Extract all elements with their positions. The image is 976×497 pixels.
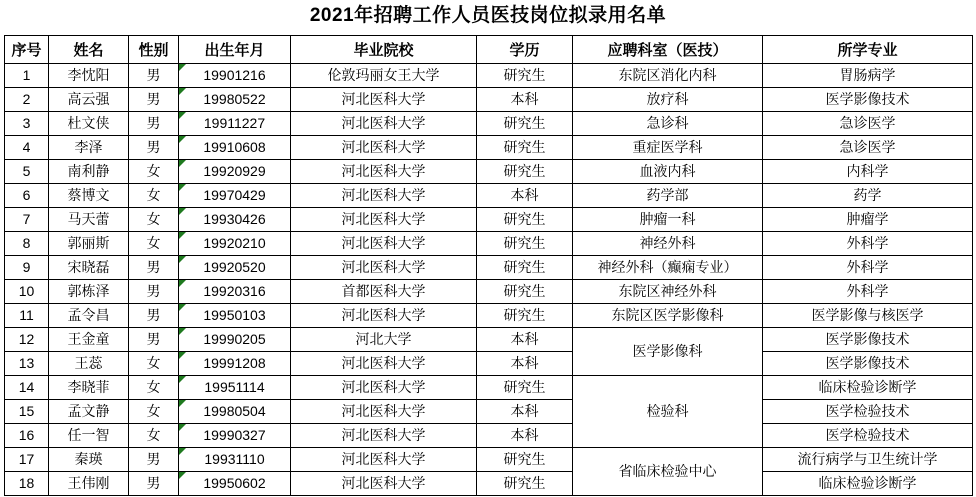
table-row bbox=[5, 159, 973, 183]
cell-name: 蔡博文 bbox=[49, 183, 129, 207]
cell-birth: 19980522 bbox=[179, 87, 291, 111]
column-header-department: 应聘科室（医技） bbox=[573, 35, 763, 63]
cell-index: 2 bbox=[5, 87, 49, 111]
cell-department: 神经外科（癫痫专业） bbox=[573, 255, 763, 279]
cell-major: 急诊医学 bbox=[763, 135, 973, 159]
page-title: 2021年招聘工作人员医技岗位拟录用名单 bbox=[309, 5, 667, 26]
cell-school: 河北医科大学 bbox=[291, 471, 477, 495]
cell-education: 研究生 bbox=[477, 231, 573, 255]
cell-major: 医学检验技术 bbox=[763, 399, 973, 423]
cell-name: 孟令昌 bbox=[49, 303, 129, 327]
column-header-major: 所学专业 bbox=[763, 35, 973, 63]
cell-department: 省临床检验中心 bbox=[573, 447, 763, 495]
cell-education: 本科 bbox=[477, 183, 573, 207]
cell-department: 东院区消化内科 bbox=[573, 63, 763, 87]
cell-name: 郭丽斯 bbox=[49, 231, 129, 255]
cell-major: 临床检验诊断学 bbox=[763, 471, 973, 495]
cell-education: 研究生 bbox=[477, 303, 573, 327]
cell-education: 研究生 bbox=[477, 279, 573, 303]
cell-sex: 男 bbox=[129, 447, 179, 471]
cell-index: 10 bbox=[5, 279, 49, 303]
table-row bbox=[5, 279, 973, 303]
column-header-education: 学历 bbox=[477, 35, 573, 63]
cell-school: 河北医科大学 bbox=[291, 159, 477, 183]
table-row bbox=[5, 447, 973, 471]
cell-major: 外科学 bbox=[763, 231, 973, 255]
column-header-birth: 出生年月 bbox=[179, 35, 291, 63]
cell-education: 本科 bbox=[477, 327, 573, 351]
cell-name: 李泽 bbox=[49, 135, 129, 159]
cell-sex: 男 bbox=[129, 63, 179, 87]
cell-education: 研究生 bbox=[477, 255, 573, 279]
cell-education: 研究生 bbox=[477, 63, 573, 87]
cell-sex: 男 bbox=[129, 327, 179, 351]
cell-index: 16 bbox=[5, 423, 49, 447]
cell-birth: 19991208 bbox=[179, 351, 291, 375]
cell-birth: 19920210 bbox=[179, 231, 291, 255]
cell-index: 5 bbox=[5, 159, 49, 183]
table-row bbox=[5, 207, 973, 231]
column-header-sex: 性别 bbox=[129, 35, 179, 63]
cell-school: 首都医科大学 bbox=[291, 279, 477, 303]
cell-index: 4 bbox=[5, 135, 49, 159]
cell-department: 药学部 bbox=[573, 183, 763, 207]
cell-education: 本科 bbox=[477, 423, 573, 447]
cell-sex: 男 bbox=[129, 255, 179, 279]
cell-birth: 19950602 bbox=[179, 471, 291, 495]
table-row bbox=[5, 111, 973, 135]
cell-name: 李晓菲 bbox=[49, 375, 129, 399]
cell-education: 研究生 bbox=[477, 447, 573, 471]
cell-birth: 19930426 bbox=[179, 207, 291, 231]
cell-index: 9 bbox=[5, 255, 49, 279]
cell-sex: 女 bbox=[129, 159, 179, 183]
cell-department: 神经外科 bbox=[573, 231, 763, 255]
cell-school: 河北医科大学 bbox=[291, 135, 477, 159]
cell-sex: 女 bbox=[129, 183, 179, 207]
cell-school: 河北医科大学 bbox=[291, 351, 477, 375]
cell-birth: 19901216 bbox=[179, 63, 291, 87]
cell-education: 研究生 bbox=[477, 111, 573, 135]
table-row bbox=[5, 471, 973, 495]
table-row bbox=[5, 303, 973, 327]
cell-name: 王伟刚 bbox=[49, 471, 129, 495]
cell-school: 河北医科大学 bbox=[291, 423, 477, 447]
cell-name: 宋晓磊 bbox=[49, 255, 129, 279]
cell-school: 河北医科大学 bbox=[291, 447, 477, 471]
cell-sex: 女 bbox=[129, 399, 179, 423]
cell-index: 7 bbox=[5, 207, 49, 231]
cell-school: 河北医科大学 bbox=[291, 375, 477, 399]
cell-sex: 女 bbox=[129, 231, 179, 255]
cell-education: 研究生 bbox=[477, 207, 573, 231]
cell-department: 东院区医学影像科 bbox=[573, 303, 763, 327]
cell-index: 15 bbox=[5, 399, 49, 423]
cell-education: 本科 bbox=[477, 87, 573, 111]
cell-major: 胃肠病学 bbox=[763, 63, 973, 87]
cell-major: 医学检验技术 bbox=[763, 423, 973, 447]
cell-birth: 19980504 bbox=[179, 399, 291, 423]
cell-birth: 19920520 bbox=[179, 255, 291, 279]
cell-birth: 19931110 bbox=[179, 447, 291, 471]
cell-birth: 19950103 bbox=[179, 303, 291, 327]
cell-name: 任一智 bbox=[49, 423, 129, 447]
cell-school: 河北医科大学 bbox=[291, 231, 477, 255]
cell-index: 11 bbox=[5, 303, 49, 327]
cell-school: 伦敦玛丽女王大学 bbox=[291, 63, 477, 87]
cell-index: 14 bbox=[5, 375, 49, 399]
cell-education: 本科 bbox=[477, 399, 573, 423]
cell-sex: 女 bbox=[129, 423, 179, 447]
column-header-name: 姓名 bbox=[49, 35, 129, 63]
cell-index: 6 bbox=[5, 183, 49, 207]
cell-major: 内科学 bbox=[763, 159, 973, 183]
table-row bbox=[5, 87, 973, 111]
cell-name: 南利静 bbox=[49, 159, 129, 183]
cell-major: 医学影像技术 bbox=[763, 351, 973, 375]
cell-major: 急诊医学 bbox=[763, 111, 973, 135]
cell-birth: 19910608 bbox=[179, 135, 291, 159]
cell-name: 郭栋泽 bbox=[49, 279, 129, 303]
cell-department: 血液内科 bbox=[573, 159, 763, 183]
cell-major: 医学影像与核医学 bbox=[763, 303, 973, 327]
cell-sex: 男 bbox=[129, 111, 179, 135]
cell-major: 医学影像技术 bbox=[763, 327, 973, 351]
cell-sex: 男 bbox=[129, 279, 179, 303]
cell-sex: 女 bbox=[129, 207, 179, 231]
cell-birth: 19920316 bbox=[179, 279, 291, 303]
cell-department: 放疗科 bbox=[573, 87, 763, 111]
cell-major: 肿瘤学 bbox=[763, 207, 973, 231]
cell-school: 河北医科大学 bbox=[291, 87, 477, 111]
cell-school: 河北医科大学 bbox=[291, 303, 477, 327]
table-row bbox=[5, 351, 973, 375]
cell-name: 马天蕾 bbox=[49, 207, 129, 231]
cell-sex: 男 bbox=[129, 135, 179, 159]
cell-name: 李忱阳 bbox=[49, 63, 129, 87]
cell-index: 13 bbox=[5, 351, 49, 375]
cell-name: 王蕊 bbox=[49, 351, 129, 375]
cell-name: 孟文静 bbox=[49, 399, 129, 423]
table-row bbox=[5, 135, 973, 159]
cell-index: 1 bbox=[5, 63, 49, 87]
cell-sex: 男 bbox=[129, 87, 179, 111]
cell-department: 检验科 bbox=[573, 375, 763, 447]
table-row bbox=[5, 327, 973, 351]
cell-major: 外科学 bbox=[763, 279, 973, 303]
table-header-row bbox=[5, 35, 973, 63]
cell-sex: 男 bbox=[129, 471, 179, 495]
roster-table bbox=[4, 35, 973, 496]
cell-major: 药学 bbox=[763, 183, 973, 207]
cell-birth: 19911227 bbox=[179, 111, 291, 135]
cell-index: 3 bbox=[5, 111, 49, 135]
cell-education: 研究生 bbox=[477, 375, 573, 399]
cell-birth: 19920929 bbox=[179, 159, 291, 183]
table-row bbox=[5, 399, 973, 423]
column-header-school: 毕业院校 bbox=[291, 35, 477, 63]
cell-school: 河北医科大学 bbox=[291, 183, 477, 207]
cell-sex: 女 bbox=[129, 375, 179, 399]
cell-school: 河北医科大学 bbox=[291, 207, 477, 231]
cell-education: 研究生 bbox=[477, 471, 573, 495]
cell-index: 8 bbox=[5, 231, 49, 255]
cell-birth: 19990205 bbox=[179, 327, 291, 351]
table-row bbox=[5, 375, 973, 399]
cell-department: 重症医学科 bbox=[573, 135, 763, 159]
table-row bbox=[5, 63, 973, 87]
cell-department: 东院区神经外科 bbox=[573, 279, 763, 303]
cell-sex: 女 bbox=[129, 351, 179, 375]
cell-education: 研究生 bbox=[477, 135, 573, 159]
table-row bbox=[5, 423, 973, 447]
cell-major: 临床检验诊断学 bbox=[763, 375, 973, 399]
table-row bbox=[5, 255, 973, 279]
cell-department: 急诊科 bbox=[573, 111, 763, 135]
table-row bbox=[5, 231, 973, 255]
cell-major: 外科学 bbox=[763, 255, 973, 279]
cell-major: 医学影像技术 bbox=[763, 87, 973, 111]
cell-birth: 19990327 bbox=[179, 423, 291, 447]
cell-major: 流行病学与卫生统计学 bbox=[763, 447, 973, 471]
table-row bbox=[5, 183, 973, 207]
cell-index: 12 bbox=[5, 327, 49, 351]
cell-birth: 19951114 bbox=[179, 375, 291, 399]
cell-index: 17 bbox=[5, 447, 49, 471]
cell-name: 高云强 bbox=[49, 87, 129, 111]
cell-birth: 19970429 bbox=[179, 183, 291, 207]
cell-education: 研究生 bbox=[477, 159, 573, 183]
cell-school: 河北医科大学 bbox=[291, 111, 477, 135]
cell-school: 河北大学 bbox=[291, 327, 477, 351]
cell-school: 河北医科大学 bbox=[291, 399, 477, 423]
cell-name: 王金童 bbox=[49, 327, 129, 351]
cell-education: 本科 bbox=[477, 351, 573, 375]
cell-name: 杜文侠 bbox=[49, 111, 129, 135]
cell-department: 肿瘤一科 bbox=[573, 207, 763, 231]
cell-school: 河北医科大学 bbox=[291, 255, 477, 279]
cell-name: 秦瑛 bbox=[49, 447, 129, 471]
cell-sex: 男 bbox=[129, 303, 179, 327]
cell-department: 医学影像科 bbox=[573, 327, 763, 375]
cell-index: 18 bbox=[5, 471, 49, 495]
column-header-index: 序号 bbox=[5, 35, 49, 63]
